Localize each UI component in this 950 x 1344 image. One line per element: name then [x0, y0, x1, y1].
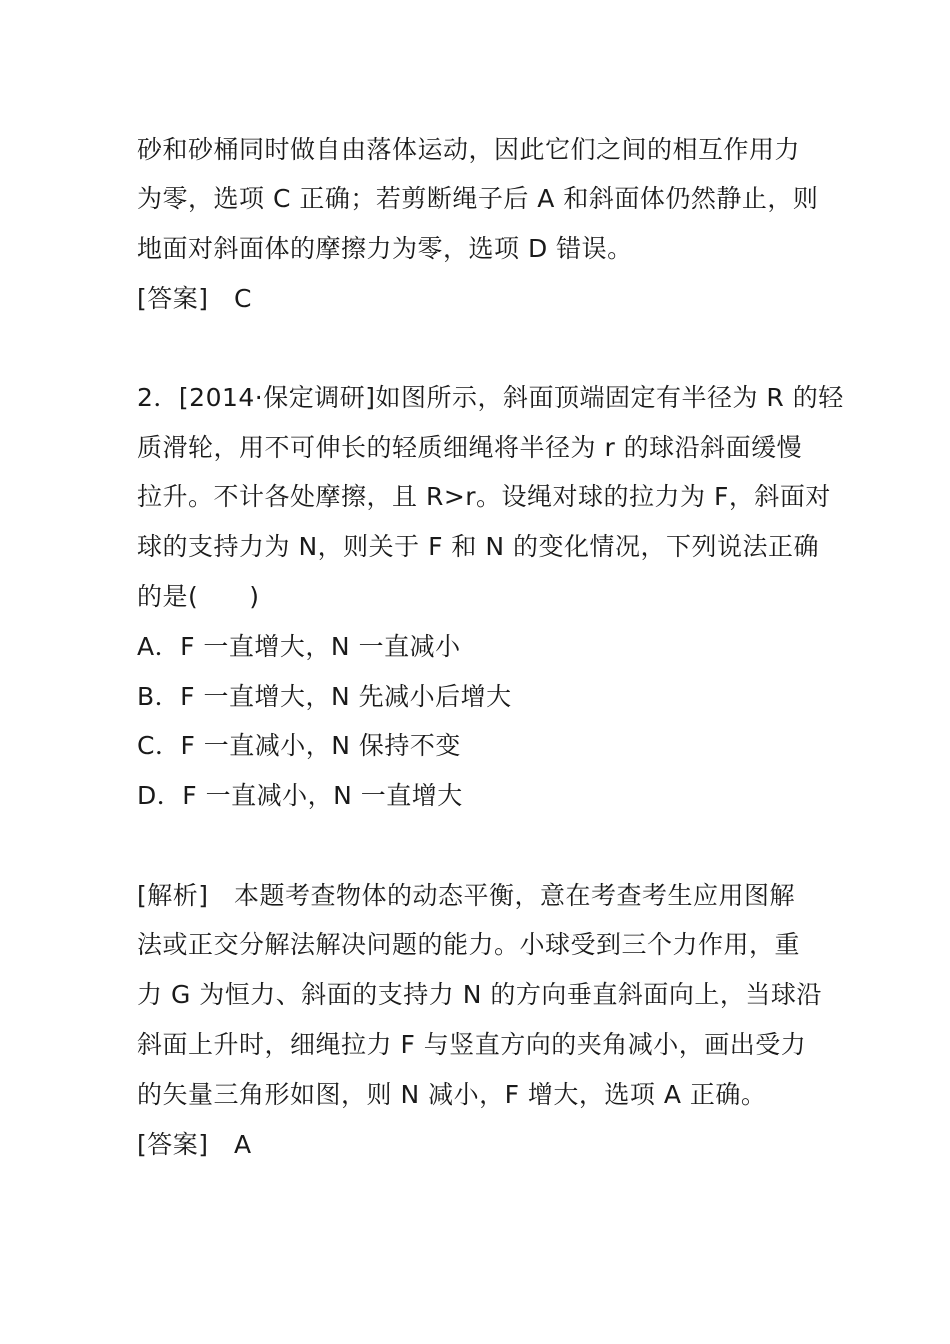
- solution-line-2: 法或正交分解法解决问题的能力。小球受到三个力作用，重: [137, 930, 801, 959]
- prev-solution-line-3: 地面对斜面体的摩擦力为零，选项 D 错误。: [137, 234, 633, 263]
- prev-answer: [答案] C: [137, 284, 252, 313]
- prev-solution-line-2: 为零，选项 C 正确；若剪断绳子后 A 和斜面体仍然静止，则: [137, 184, 819, 213]
- question-line-2: 质滑轮，用不可伸长的轻质细绳将半径为 r 的球沿斜面缓慢: [137, 433, 803, 462]
- solution-line-3: 力 G 为恒力、斜面的支持力 N 的方向垂直斜面向上，当球沿: [137, 980, 822, 1009]
- option-b: B．F 一直增大，N 先减小后增大: [137, 682, 512, 711]
- question-line-5: 的是( ): [137, 582, 260, 611]
- question-line-1: 2．[2014·保定调研]如图所示，斜面顶端固定有半径为 R 的轻: [137, 383, 844, 412]
- question-line-3: 拉升。不计各处摩擦，且 R>r。设绳对球的拉力为 F，斜面对: [137, 482, 831, 511]
- question-line-4: 球的支持力为 N，则关于 F 和 N 的变化情况，下列说法正确: [137, 532, 820, 561]
- solution-line-5: 的矢量三角形如图，则 N 减小，F 增大，选项 A 正确。: [137, 1080, 767, 1109]
- solution-line-1: [解析] 本题考查物体的动态平衡，意在考查考生应用图解: [137, 881, 796, 910]
- option-d: D．F 一直减小，N 一直增大: [137, 781, 463, 810]
- option-a: A．F 一直增大，N 一直减小: [137, 632, 461, 661]
- option-c: C．F 一直减小，N 保持不变: [137, 731, 461, 760]
- solution-line-4: 斜面上升时，细绳拉力 F 与竖直方向的夹角减小，画出受力: [137, 1030, 807, 1059]
- prev-solution-line-1: 砂和砂桶同时做自由落体运动，因此它们之间的相互作用力: [137, 135, 801, 164]
- solution-answer: [答案] A: [137, 1130, 252, 1159]
